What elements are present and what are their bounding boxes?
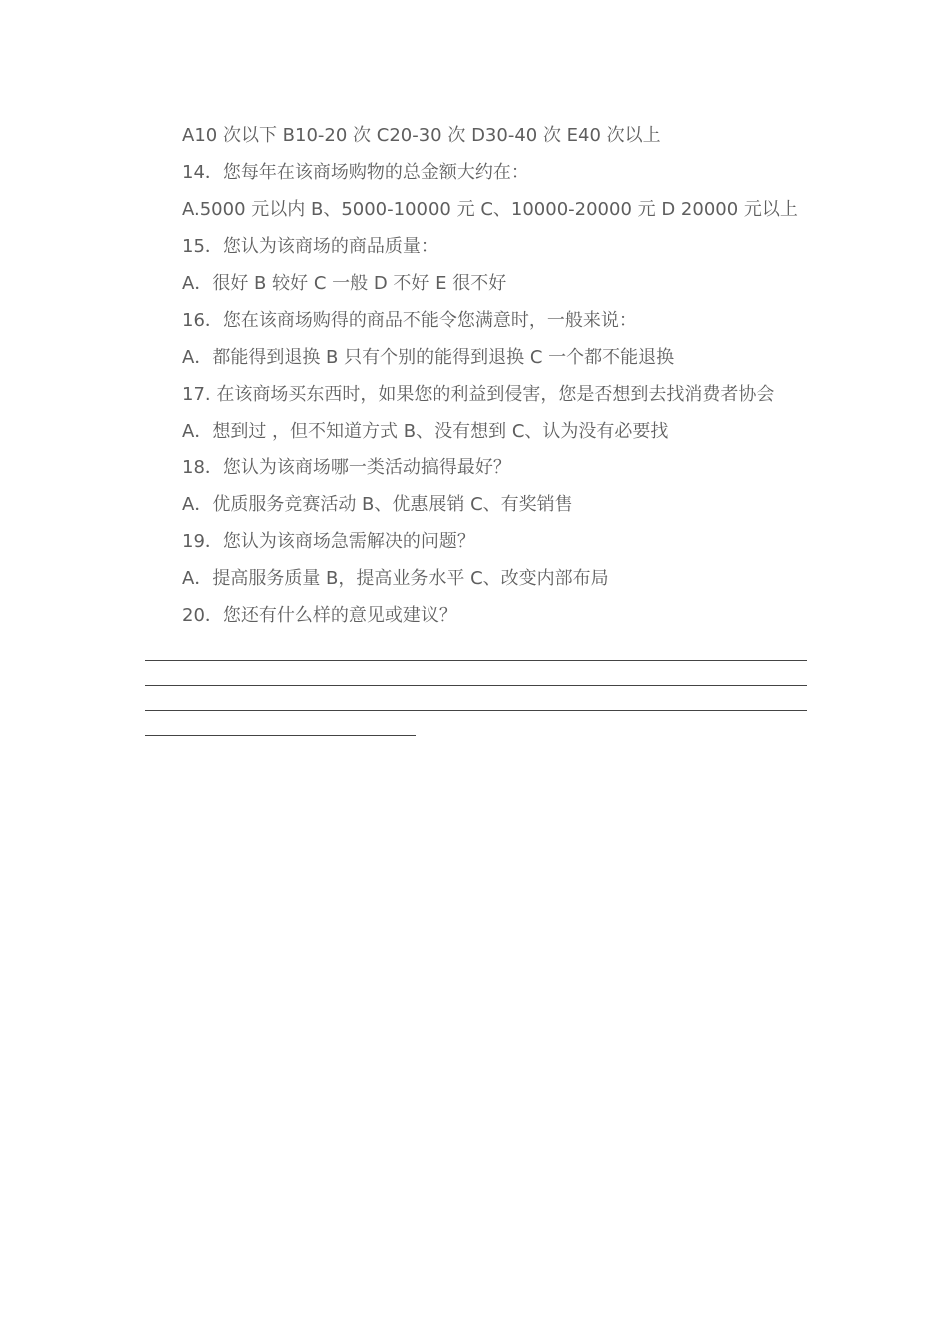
q14-options: A.5000 元以内 B、5000-10000 元 C、10000-20000 元 D 20000 元以上	[182, 199, 798, 220]
answer-line-1	[145, 660, 807, 661]
q16-question: 16．您在该商场购得的商品不能令您满意时，一般来说：	[182, 310, 637, 331]
q18-question: 18．您认为该商场哪一类活动搞得最好？	[182, 457, 511, 478]
q16-options: A．都能得到退换 B 只有个别的能得到退换 C 一个都不能退换	[182, 347, 675, 368]
q15-options: A．很好 B 较好 C 一般 D 不好 E 很不好	[182, 273, 507, 294]
q19-options: A．提高服务质量 B，提高业务水平 C、改变内部布局	[182, 568, 609, 589]
q18-options: A．优质服务竞赛活动 B、优惠展销 C、有奖销售	[182, 494, 573, 515]
q17-question: 17. 在该商场买东西时，如果您的利益到侵害，您是否想到去找消费者协会	[182, 384, 775, 405]
answer-line-2	[145, 685, 807, 686]
q20-question: 20．您还有什么样的意见或建议？	[182, 605, 457, 626]
q13-options: A10 次以下 B10-20 次 C20-30 次 D30-40 次 E40 次以上	[182, 125, 661, 146]
q17-options: A．想到过 ，但不知道方式 B、没有想到 C、认为没有必要找	[182, 421, 669, 442]
q19-question: 19．您认为该商场急需解决的问题？	[182, 531, 475, 552]
q14-question: 14．您每年在该商场购物的总金额大约在：	[182, 162, 529, 183]
q15-question: 15．您认为该商场的商品质量：	[182, 236, 439, 257]
answer-line-3	[145, 710, 807, 711]
answer-line-4	[145, 735, 416, 736]
